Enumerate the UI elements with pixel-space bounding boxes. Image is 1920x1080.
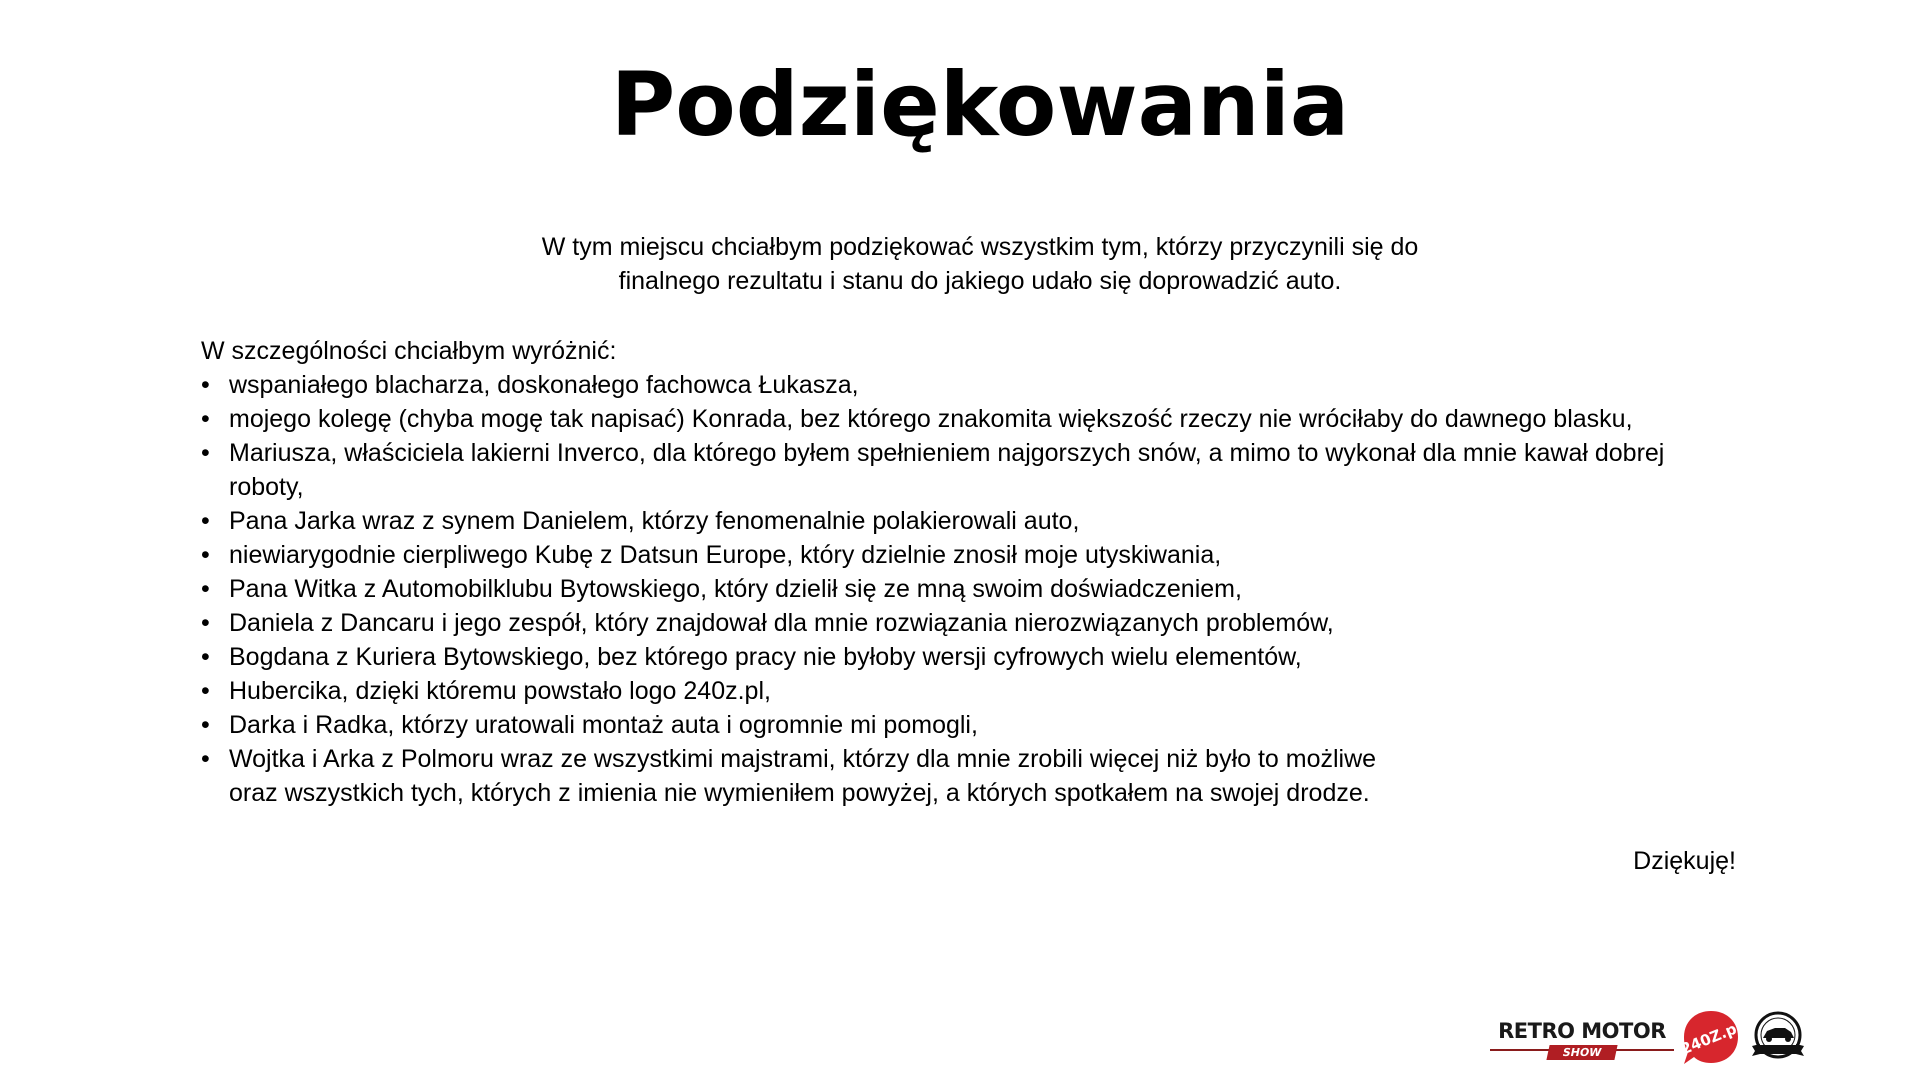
bullet-icon: • [201, 745, 210, 773]
bullet-icon: • [201, 609, 210, 637]
list-item [201, 504, 1741, 538]
list-item [201, 572, 1741, 606]
list-item [201, 436, 1741, 504]
sponsor-logos [1480, 1006, 1810, 1066]
list-item [201, 640, 1741, 674]
bullet-icon: • [201, 575, 210, 603]
list-item-text: Darka i Radka, którzy uratowali montaż auta i ogromnie mi pomogli, [229, 711, 978, 739]
bullet-icon: • [201, 711, 210, 739]
bullet-icon: • [201, 439, 210, 467]
list-item-text: Daniela z Dancaru i jego zespół, który znajdował dla mnie rozwiązania nierozwiązanych problemów, [229, 609, 1334, 637]
intro-line-1: W tym miejscu chciałbym podziękować wszystkim tym, którzy przyczynili się do [541, 233, 1419, 261]
automobilklub-logo [1746, 1008, 1810, 1066]
bullet-icon: • [201, 541, 210, 569]
retro-motor-show-logo [1488, 1019, 1676, 1067]
240z-logo [1680, 1008, 1742, 1066]
list-item-text: Pana Witka z Automobilklubu Bytowskiego, który dzielił się ze mną swoim doświadczeniem, [229, 575, 1242, 603]
bullet-icon: • [201, 405, 210, 433]
list-item [201, 402, 1741, 436]
list-item [201, 368, 1741, 402]
list-item-text: Bogdana z Kuriera Bytowskiego, bez którego pracy nie byłoby wersji cyfrowych wielu elementów, [229, 643, 1302, 671]
list-item [201, 606, 1741, 640]
bullet-icon: • [201, 507, 210, 535]
closing-text: oraz wszystkich tych, których z imienia nie wymieniłem powyżej, a których spotkałem na swojej drodze. [229, 779, 1370, 807]
list-item-text: niewiarygodnie cierpliwego Kubę z Datsun Europe, który dzielnie znosił moje utyskiwania, [229, 541, 1222, 569]
list-item-text: wspaniałego blacharza, doskonałego fachowca Łukasza, [229, 371, 859, 399]
car-badge-icon [1746, 1008, 1810, 1066]
list-item-text: Wojtka i Arka z Polmoru wraz ze wszystkimi majstrami, którzy dla mnie zrobili więcej niż było to możliwe [229, 745, 1377, 773]
intro-line-2: finalnego rezultatu i stanu do jakiego udało się doprowadzić auto. [618, 267, 1342, 295]
list-item-text: mojego kolegę (chyba mogę tak napisać) Konrada, bez którego znakomita większość rzeczy nie wróciłaby do dawnego blasku, [229, 405, 1633, 433]
page-title: Podziękowania [610, 53, 1350, 156]
list-item-text: Mariusza, właściciela lakierni Inverco, dla którego byłem spełnieniem najgorszych snów, a mimo to wykonał dla mnie kawał dobrej roboty, [229, 439, 1665, 501]
240z-logo-icon [1680, 1008, 1742, 1066]
acknowledgements-body [201, 334, 1741, 810]
list-item [201, 538, 1741, 572]
bullet-icon: • [201, 677, 210, 705]
retro-motor-logo-text: RETRO MOTOR [1498, 1019, 1666, 1043]
lead-text: W szczególności chciałbym wyróżnić: [201, 337, 617, 365]
show-logo-text: SHOW [1546, 1045, 1617, 1060]
list-item-text: Pana Jarka wraz z synem Danielem, którzy fenomenalnie polakierowali auto, [229, 507, 1080, 535]
list-item [201, 742, 1741, 810]
intro-paragraph [0, 230, 1920, 298]
list-item [201, 708, 1741, 742]
thanks-list [201, 368, 1741, 810]
list-item-text: Hubercika, dzięki któremu powstało logo 240z.pl, [229, 677, 771, 705]
bullet-icon: • [201, 643, 210, 671]
signoff-text: Dziękuję! [1633, 847, 1736, 875]
bullet-icon: • [201, 371, 210, 399]
list-item [201, 674, 1741, 708]
240z-logo-text: 240Z.pl [1680, 1017, 1742, 1059]
